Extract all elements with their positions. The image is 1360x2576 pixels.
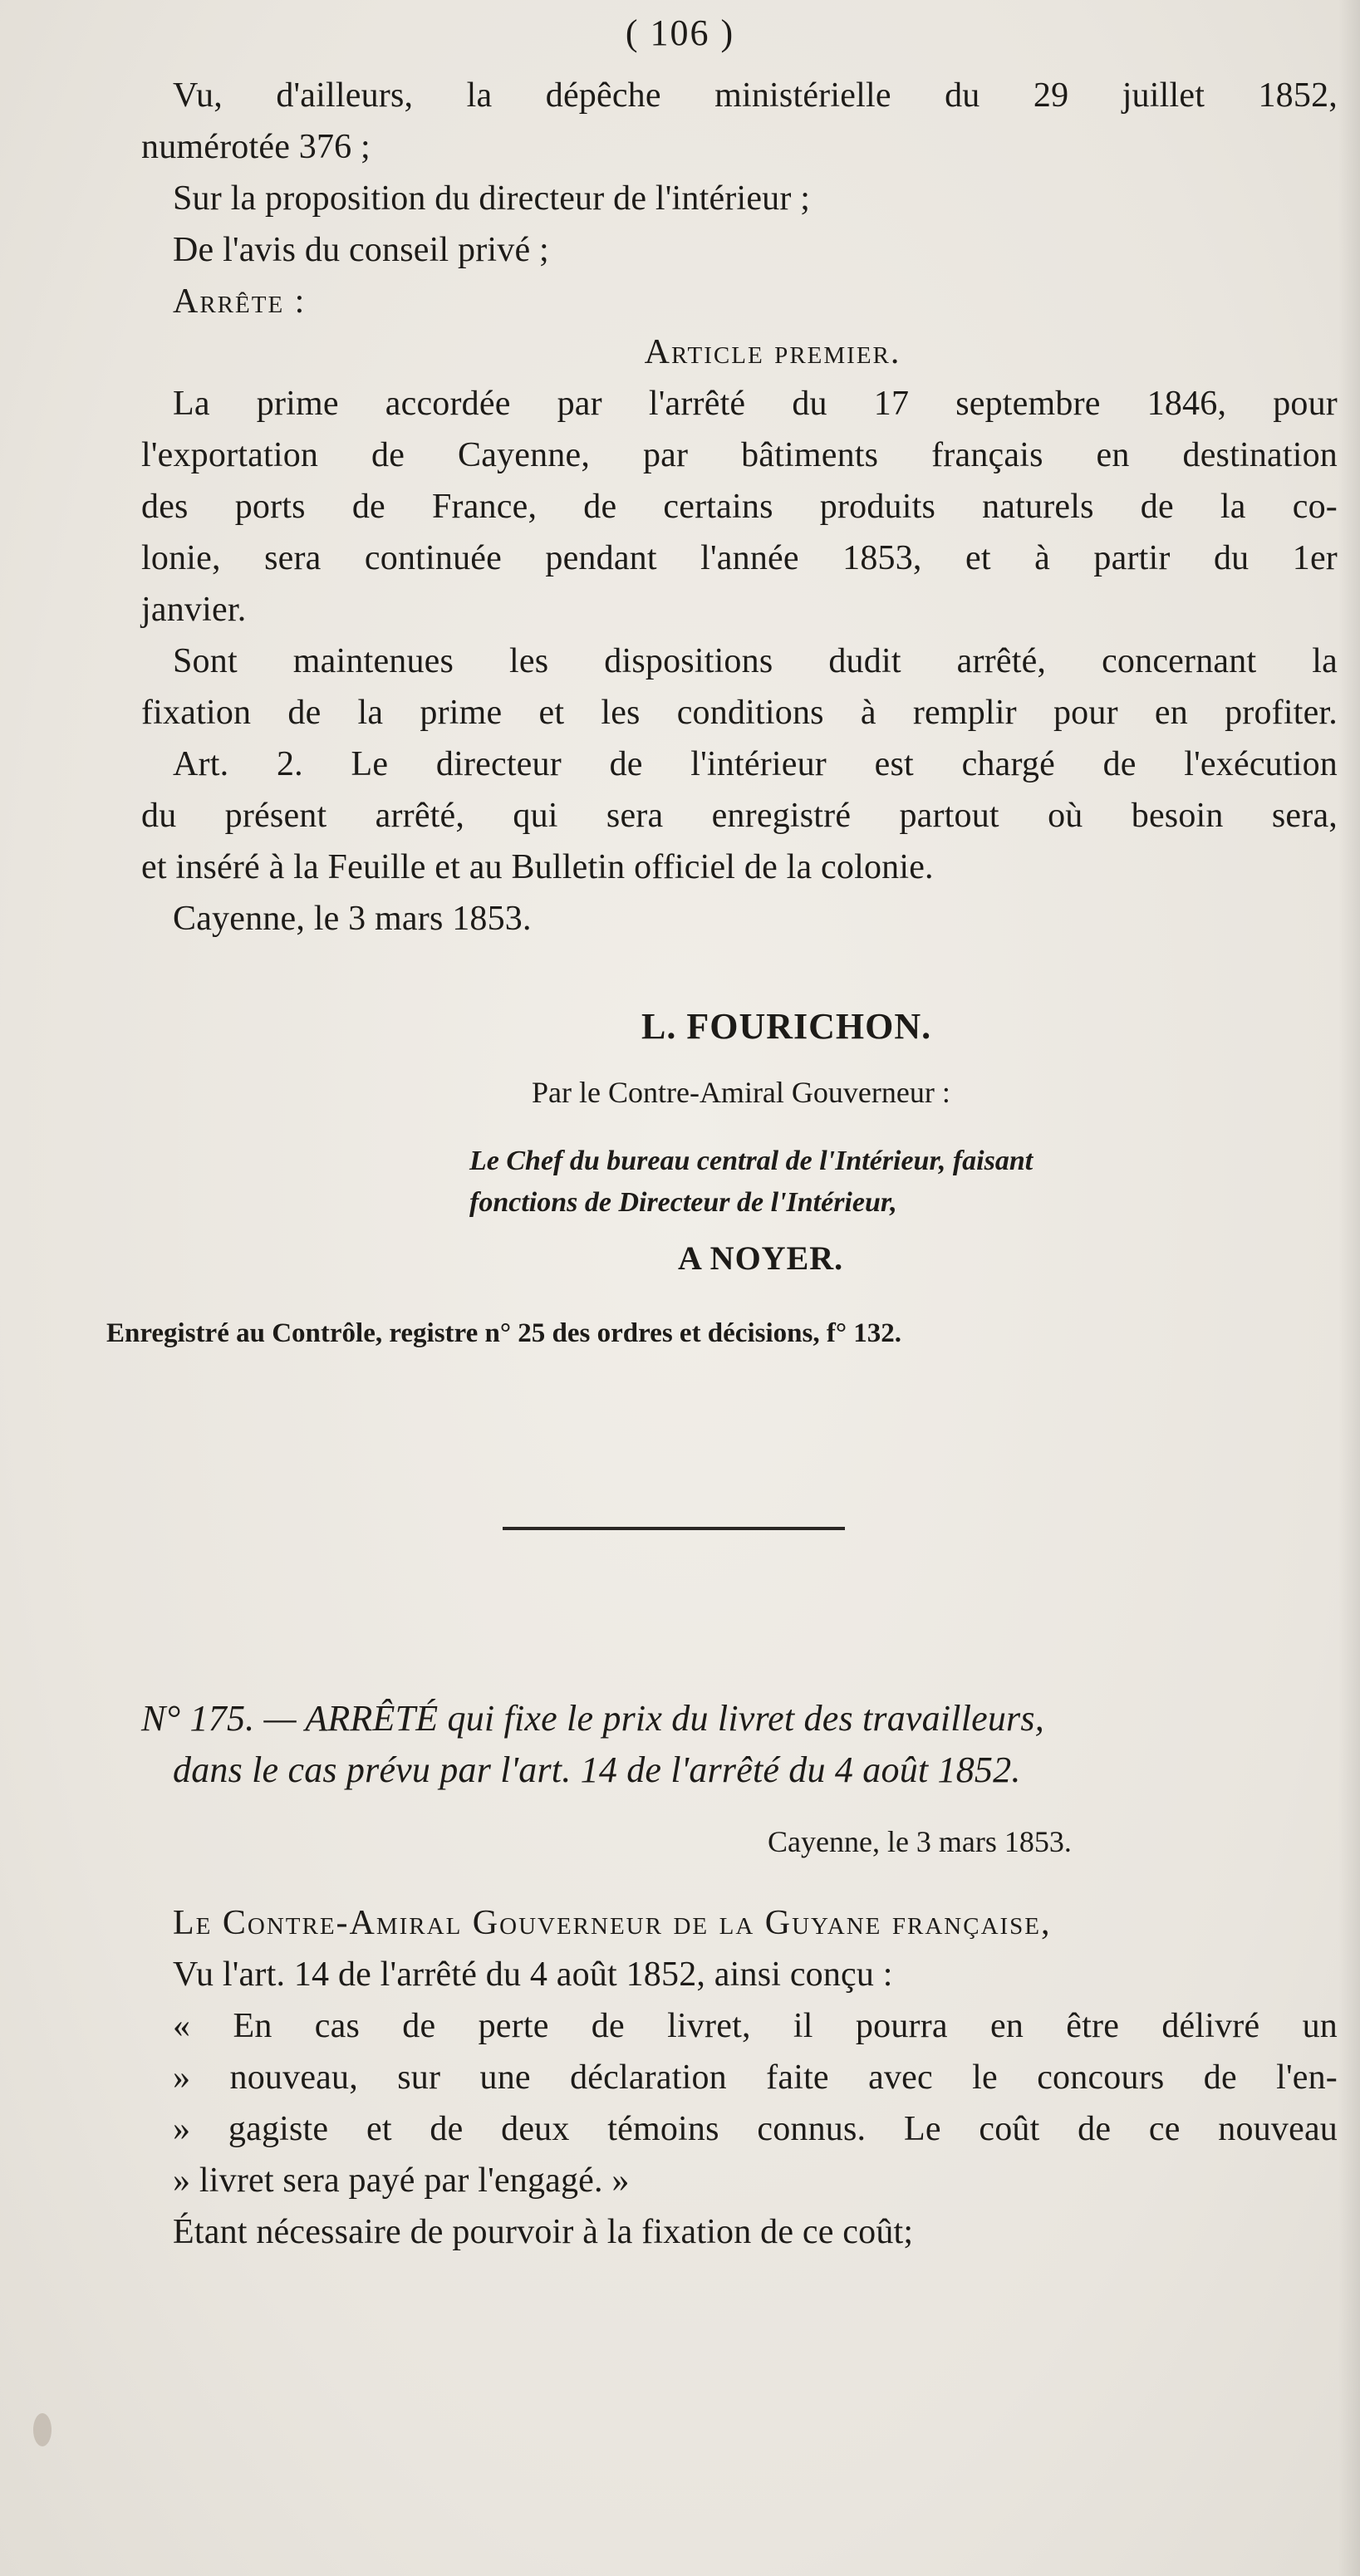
article-heading: Article premier. [644, 333, 901, 371]
text-line: du présent arrêté, qui sera enregistré partout où besoin sera, [141, 797, 1338, 835]
article-first [141, 378, 1338, 945]
text-line: numérotée 376 ; [141, 128, 371, 166]
paper-stain [33, 2413, 52, 2446]
quote-line: » nouveau, sur une déclaration faite avec le concours de l'en- [173, 2058, 1338, 2097]
chef-title-line: Le Chef du bureau central de l'Intérieur, faisant [469, 1146, 1034, 1176]
page-number: ( 106 ) [625, 12, 735, 53]
place-date: Cayenne, le 3 mars 1853. [173, 900, 532, 938]
text-line: Sur la proposition du directeur de l'intérieur ; [173, 179, 811, 218]
text-line: La prime accordée par l'arrêté du 17 septembre 1846, pour [173, 385, 1338, 423]
decree2-place-date: Cayenne, le 3 mars 1853. [768, 1825, 1072, 1858]
text-line: et inséré à la Feuille et au Bulletin officiel de la colonie. [141, 848, 934, 886]
text-line: lonie, sera continuée pendant l'année 1853, et à partir du 1er [141, 539, 1338, 577]
quote-line: « En cas de perte de livret, il pourra en être délivré un [173, 2007, 1338, 2045]
decree-intro [141, 70, 1338, 327]
decree2-date-block [768, 1821, 1333, 1862]
signature-block [641, 1001, 1223, 1052]
text-line: janvier. [141, 591, 247, 629]
quote-line: » gagiste et de deux témoins connus. Le coût de ce nouveau [173, 2110, 1338, 2148]
arrete-heading: Arrête : [173, 282, 307, 321]
separator-rule [503, 1527, 845, 1530]
by-order: Par le Contre-Amiral Gouverneur : [532, 1076, 950, 1109]
text-line: Étant nécessaire de pourvoir à la fixation de ce coût; [173, 2213, 914, 2251]
text-line: De l'avis du conseil privé ; [173, 231, 549, 269]
text-line: Vu l'art. 14 de l'arrêté du 4 août 1852, ainsi conçu : [173, 1955, 893, 1994]
quote-line: » livret sera payé par l'engagé. » [173, 2161, 630, 2200]
by-order-block [532, 1072, 1329, 1113]
article-heading-block [141, 326, 1338, 378]
decree2-title-line: dans le cas prévu par l'art. 14 de l'arrêté du 4 août 1852. [173, 1749, 1021, 1790]
text-line: Sont maintenues les dispositions dudit arrêté, concernant la [173, 642, 1338, 680]
text-line: Vu, d'ailleurs, la dépêche ministérielle du 29 juillet 1852, [173, 76, 1338, 115]
decree2-title-line: N° 175. — ARRÊTÉ qui fixe le prix du livret des travailleurs, [141, 1698, 1044, 1739]
registration-note: Enregistré au Contrôle, registre n° 25 des ordres et décisions, f° 132. [106, 1318, 902, 1348]
page-edge-shadow [1338, 0, 1360, 2576]
text-line: des ports de France, de certains produits naturels de la co- [141, 488, 1338, 526]
signature2-block [678, 1233, 1093, 1284]
chef-block [469, 1141, 1350, 1224]
chef-title-line: fonctions de Directeur de l'Intérieur, [469, 1187, 897, 1218]
decree2-body [141, 1897, 1338, 2258]
signature-2: A NOYER. [678, 1239, 844, 1277]
decree2-title [141, 1693, 1338, 1796]
signature: L. FOURICHON. [641, 1006, 932, 1047]
decree2-opening: Le Contre-Amiral Gouverneur de la Guyane française, [173, 1904, 1052, 1942]
registration-block [106, 1313, 1353, 1354]
text-line: fixation de la prime et les conditions à remplir pour en profiter. [141, 694, 1338, 732]
text-line: l'exportation de Cayenne, par bâtiments français en destination [141, 436, 1338, 474]
article-2-line: Art. 2. Le directeur de l'intérieur est chargé de l'exécution [173, 745, 1338, 783]
